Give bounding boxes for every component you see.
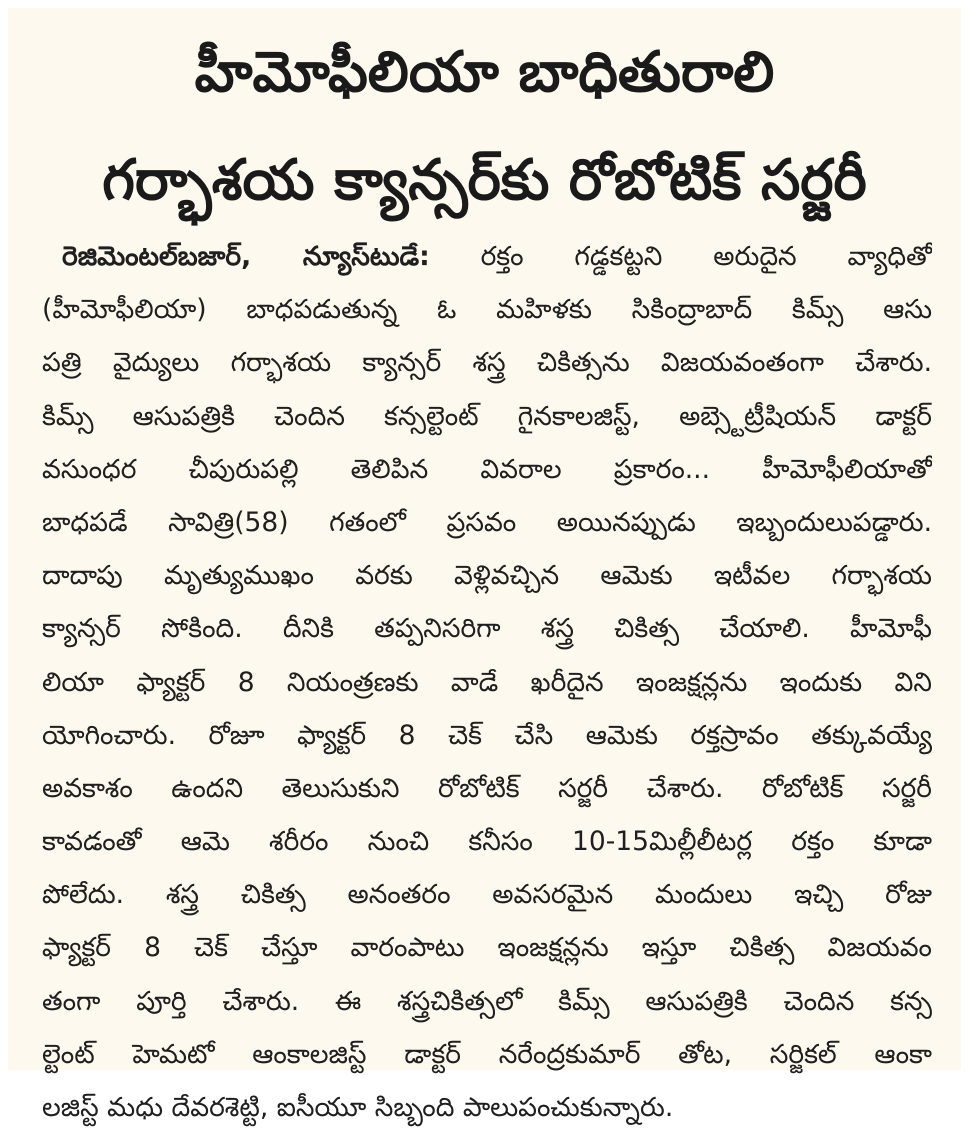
article-line: అవకాశం ఉందని తెలుసుకుని రోబోటిక్ సర్జరీ చేశారు. రోబోటిక్ సర్జరీ: [42, 772, 932, 804]
article-line-text: రక్తం గడ్డకట్టని అరుదైన వ్యాధితో: [480, 241, 932, 272]
article-line: (హీమోఫీలియా) బాధపడుతున్న ఓ మహిళకు సికింద్రాబాద్ కిమ్స్ ఆసు: [42, 294, 932, 326]
article-line: దాదాపు మృత్యుముఖం వరకు వెళ్లివచ్చిన ఆమెకు ఇటీవల గర్భాశయ: [42, 560, 932, 592]
article-line: [42, 230, 932, 283]
article-line: కావడంతో ఆమె శరీరం నుంచి కనీసం 10-15మిల్లీలీటర్ల రక్తం కూడా: [42, 826, 932, 858]
article-line: తంగా పూర్తి చేశారు. ఈ శస్త్రచికిత్సలో కిమ్స్ ఆసుపత్రికి చెందిన కన్స: [42, 985, 932, 1017]
article-line: బాధపడే సావిత్రి(58) గతంలో ప్రసవం అయినప్పుడు ఇబ్బందులుపడ్డారు.: [42, 506, 932, 538]
article-line: వసుంధర చీపురుపల్లి తెలిపిన వివరాల ప్రకారం... హీమోఫీలియాతో: [42, 453, 932, 485]
article-line: పత్రి వైద్యులు గర్భాశయ క్యాన్సర్ శస్త్ర చికిత్సను విజయవంతంగా చేశారు.: [42, 347, 932, 379]
article-line: ఫ్యాక్టర్ 8 చెక్ చేస్తూ వారంపాటు ఇంజక్షన్లను ఇస్తూ చికిత్స విజయవం: [42, 932, 932, 964]
dateline: రెజిమెంటల్‌బజార్, న్యూస్‌టుడే:: [62, 241, 430, 272]
headline-line-2: గర్భాశయ క్యాన్సర్‌కు రోబోటిక్ సర్జరీ: [102, 148, 867, 213]
newspaper-clipping: [8, 8, 961, 1123]
article-body: [42, 230, 932, 1134]
article-line: పోలేదు. శస్త్ర చికిత్స అనంతరం అవసరమైన మందులు ఇచ్చి రోజు: [42, 879, 932, 911]
article-line: లజిస్ట్ మధు దేవరశెట్టి, ఐసీయూ సిబ్బంది పాలుపంచుకున్నారు.: [42, 1092, 674, 1123]
article-line: క్యాన్సర్ సోకింది. దీనికి తప్పనిసరిగా శస్త్ర చికిత్స చేయాలి. హీమోఫీ: [42, 613, 932, 645]
article-line: యోగించారు. రోజూ ఫ్యాక్టర్ 8 చెక్ చేసి ఆమెకు రక్తస్రావం తక్కువయ్యే: [42, 719, 932, 751]
article-line: ల్టెంట్ హెమటో ఆంకాలజిస్ట్ డాక్టర్ నరేంద్రకుమార్ తోట, సర్జికల్ ఆంకా: [42, 1038, 932, 1070]
article-line: కిమ్స్ ఆసుపత్రికి చెందిన కన్సల్టెంట్ గైనకాలజిస్ట్, అబ్స్టెట్రీషియన్ డాక్టర్: [42, 400, 932, 432]
article-line: లియా ఫ్యాక్టర్ 8 నియంత్రణకు వాడే ఖరీదైన ఇంజక్షన్లను ఇందుకు విని: [42, 666, 932, 698]
headline-line-1: హీమోఫీలియా బాధితురాలి: [194, 40, 775, 105]
